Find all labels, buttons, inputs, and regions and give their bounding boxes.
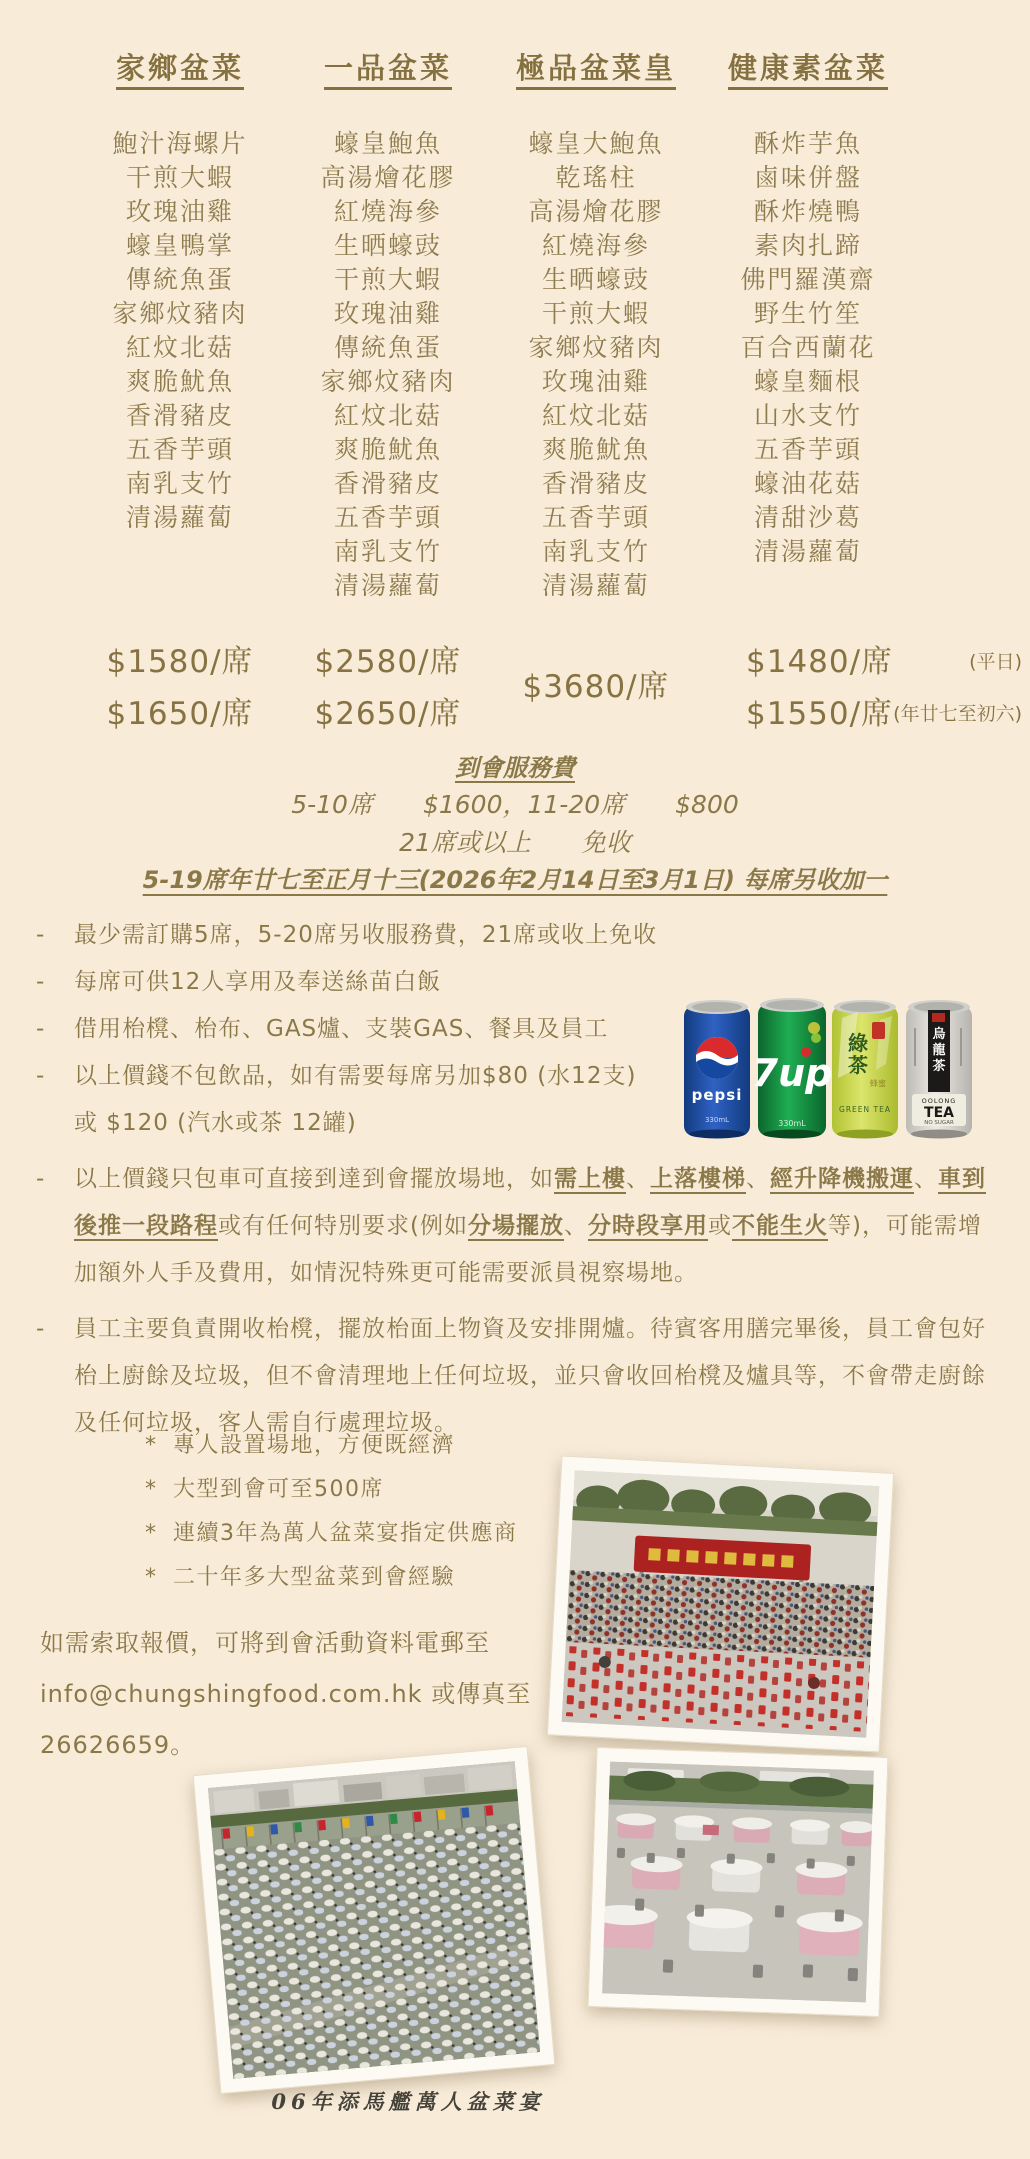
price-amount: $1550/席 [746, 696, 894, 732]
dish-item: 蠔皇麵根 [753, 367, 862, 396]
7up-label: 7up [751, 1051, 833, 1095]
dish-item: 高湯燴花膠 [320, 163, 456, 192]
note-text: 以上價錢不包飲品，如有需要每席另加$80 (水12支) [74, 1063, 637, 1089]
dish-item: 紅炆北菇 [125, 333, 234, 362]
drink-cans-graphic [682, 994, 978, 1146]
dish-item: 鮑汁海螺片 [112, 129, 248, 158]
highlights-section [145, 1424, 518, 1600]
price-amount: $3680/席 [522, 669, 670, 705]
dish-item: 清湯蘿蔔 [125, 503, 234, 532]
price-line [476, 661, 716, 713]
dish-item: 香滑豬皮 [333, 469, 442, 498]
note-text: 或 [707, 1213, 732, 1239]
dish-item: 香滑豬皮 [125, 401, 234, 430]
note-text: 分場擺放 [467, 1213, 564, 1239]
7up-volume: 330mL [778, 1119, 806, 1128]
dish-item: 香滑豬皮 [541, 469, 650, 498]
dish-item: 蠔皇大鮑魚 [528, 129, 664, 158]
menu-column [60, 46, 300, 535]
notes-section [36, 912, 994, 1447]
dish-item: 干煎大蝦 [333, 265, 442, 294]
event-photo-1 [547, 1455, 894, 1752]
note-item [36, 1156, 994, 1297]
menu-column-title: 健康素盆菜 [727, 51, 888, 85]
note-text: 需上樓 [554, 1166, 626, 1192]
event-photo-2 [193, 1746, 556, 2094]
price-amount: $1650/席 [106, 696, 254, 732]
note-text: 或有任何特別要求(例如 [218, 1213, 468, 1239]
dish-item: 酥炸燒鴨 [753, 197, 862, 226]
note-item [36, 912, 994, 959]
dish-item: 干煎大蝦 [125, 163, 234, 192]
note-text: 或 $120 (汽水或茶 12罐) [74, 1110, 357, 1136]
dish-item: 紅炆北菇 [333, 401, 442, 430]
price-column [476, 661, 716, 713]
note-text: 車到後推一段路程 [74, 1166, 986, 1239]
service-fee-line-2: 21席或以上 免收 [399, 828, 631, 857]
dish-item: 乾瑤柱 [555, 163, 637, 192]
note-body [74, 912, 994, 959]
dish-item: 蠔皇鴨掌 [125, 231, 234, 260]
note-text: 以上價錢只包車可直接到達到會擺放場地，如 [74, 1166, 554, 1192]
dish-item: 爽脆魷魚 [125, 367, 234, 396]
menu-column-title: 極品盆菜皇 [515, 51, 676, 85]
service-fee-line-1: 5-10席 $1600，11-20席 $800 [291, 790, 739, 819]
contact-email-line: info@chungshingfood.com.hk 或傳真至 [40, 1680, 532, 1708]
dish-item: 紅燒海參 [541, 231, 650, 260]
7up-can [752, 998, 833, 1139]
green-tea-honey-label: 蜂蜜 [870, 1079, 886, 1088]
dish-item: 傳統魚蛋 [125, 265, 234, 294]
dish-item: 蠔油花菇 [753, 469, 862, 498]
note-line [74, 912, 994, 959]
note-text: 每席可供12人享用及奉送絲苗白飯 [74, 969, 442, 995]
green-tea-can [832, 1000, 898, 1139]
dish-item: 清湯蘿蔔 [333, 571, 442, 600]
oolong-sub-label: OOLONG [921, 1097, 957, 1105]
menu-column [688, 46, 928, 569]
note-text: 不能生火 [731, 1213, 828, 1239]
pepsi-volume: 330mL [704, 1116, 730, 1124]
price-amount: $1480/席 [746, 644, 894, 680]
note-text: 借用枱櫈、枱布、GAS爐、支裝GAS、餐具及員工 [74, 1016, 609, 1042]
dish-item: 爽脆魷魚 [541, 435, 650, 464]
dish-item: 清湯蘿蔔 [753, 537, 862, 566]
price-amount: $2580/席 [314, 644, 462, 680]
drinks-image [682, 994, 978, 1146]
contact-fax-number: 26626659。 [40, 1731, 196, 1759]
price-note: (平日) [969, 651, 1022, 673]
dish-item: 清甜沙葛 [753, 503, 862, 532]
oolong-tea-big-label: TEA [924, 1105, 954, 1121]
note-text: 、 [563, 1213, 588, 1239]
dish-item: 生晒蠔豉 [541, 265, 650, 294]
highlight-item [145, 1512, 518, 1556]
note-text: 員工主要負責開收枱櫈，擺放枱面上物資及安排開爐。待賓客用膳完畢後，員工會包好枱上廚餘及垃圾，但不會清理地上任何垃圾，並只會收回枱櫈及爐具等，不會帶走廚餘及任何垃圾，客人需自行處理垃圾。 [74, 1316, 986, 1436]
dish-item: 素肉扎蹄 [753, 231, 862, 260]
note-text: 、 [914, 1166, 938, 1192]
dash-bullet: - [36, 1316, 45, 1342]
contact-section [40, 1618, 531, 1771]
dish-item: 高湯燴花膠 [528, 197, 664, 226]
dish-list [688, 127, 928, 569]
dish-item: 酥炸芋魚 [753, 129, 862, 158]
dish-item: 五香芋頭 [333, 503, 442, 532]
highlight-text: 專人設置場地，方便既經濟 [173, 1433, 456, 1458]
note-text: 、 [626, 1166, 650, 1192]
note-text: 上落樓梯 [650, 1166, 746, 1192]
dish-item: 生晒蠔豉 [333, 231, 442, 260]
price-amount: $1580/席 [106, 644, 254, 680]
dish-item: 干煎大蝦 [541, 299, 650, 328]
dish-list [60, 127, 300, 535]
asterisk-marker: * [145, 1521, 158, 1546]
dish-item: 佛門羅漢齋 [740, 265, 876, 294]
price-line [60, 688, 300, 740]
pepsi-label: pepsi [691, 1086, 743, 1104]
price-line [268, 688, 508, 740]
event-photo-1-image [562, 1470, 880, 1738]
price-column [268, 636, 508, 740]
dish-item: 玫瑰油雞 [125, 197, 234, 226]
menu-column-title: 家鄉盆菜 [115, 51, 244, 85]
dash-bullet: - [36, 1063, 45, 1089]
asterisk-marker: * [145, 1433, 158, 1458]
dish-item: 南乳支竹 [125, 469, 234, 498]
oolong-no-sugar-label: NO SUGAR [924, 1120, 954, 1126]
note-text: 分時段享用 [587, 1213, 708, 1239]
dish-item: 南乳支竹 [541, 537, 650, 566]
price-line [268, 636, 508, 688]
oolong-tea-can [906, 1000, 972, 1139]
note-text: 等)，可能需增加額外人手及費用，如情況特殊更可能需要派員視察場地。 [74, 1213, 982, 1286]
dish-item: 玫瑰油雞 [541, 367, 650, 396]
dish-item: 玫瑰油雞 [333, 299, 442, 328]
highlight-item [145, 1468, 518, 1512]
pepsi-can [684, 1000, 750, 1139]
dish-item: 紅炆北菇 [541, 401, 650, 430]
note-text: 、 [746, 1166, 770, 1192]
highlight-text: 大型到會可至500席 [173, 1477, 384, 1502]
dish-item: 野生竹笙 [753, 299, 862, 328]
dish-item: 傳統魚蛋 [333, 333, 442, 362]
oolong-tea-label: 烏龍茶 [932, 1027, 946, 1074]
dish-item: 爽脆魷魚 [333, 435, 442, 464]
dish-item: 鹵味併盤 [753, 163, 862, 192]
dish-list [476, 127, 716, 603]
note-body [74, 1156, 994, 1297]
price-note: (年廿七至初六) [893, 703, 1022, 725]
price-column [700, 636, 1022, 740]
note-text: 最少需訂購5席，5-20席另收服務費，21席或收上免收 [74, 922, 658, 948]
dish-item: 清湯蘿蔔 [541, 571, 650, 600]
cny-surcharge-note: 5-19席年廿七至正月十三(2026年2月14日至3月1日) 每席另收加一 [142, 866, 888, 894]
dish-item: 南乳支竹 [333, 537, 442, 566]
dash-bullet: - [36, 969, 45, 995]
dish-item: 紅燒海參 [333, 197, 442, 226]
asterisk-marker: * [145, 1477, 158, 1502]
dish-item: 五香芋頭 [753, 435, 862, 464]
green-tea-sub-label: GREEN TEA [839, 1105, 891, 1114]
highlight-item [145, 1424, 518, 1468]
dash-bullet: - [36, 1016, 45, 1042]
dish-item: 百合西蘭花 [740, 333, 876, 362]
service-fee-section [0, 750, 1030, 862]
dish-item: 蠔皇鮑魚 [333, 129, 442, 158]
contact-line-1: 如需索取報價，可將到會活動資料電郵至 [40, 1629, 490, 1657]
price-column [60, 636, 300, 740]
dish-item: 五香芋頭 [541, 503, 650, 532]
price-amount: $2650/席 [314, 696, 462, 732]
menu-column [476, 46, 716, 603]
menu-column [268, 46, 508, 603]
note-text: 經升降機搬運 [770, 1166, 914, 1192]
highlight-text: 連續3年為萬人盆菜宴指定供應商 [173, 1521, 518, 1546]
highlight-item [145, 1556, 518, 1600]
menu-column-title: 一品盆菜 [323, 51, 452, 85]
dish-list [268, 127, 508, 603]
dish-item: 家鄉炆豬肉 [528, 333, 664, 362]
dish-item: 五香芋頭 [125, 435, 234, 464]
dish-item: 家鄉炆豬肉 [112, 299, 248, 328]
price-line [60, 636, 300, 688]
event-photo-3 [588, 1747, 889, 2017]
price-line [700, 688, 1022, 740]
event-photo-2-image [208, 1761, 540, 2079]
asterisk-marker: * [145, 1565, 158, 1590]
dish-item: 家鄉炆豬肉 [320, 367, 456, 396]
event-photo-3-image [602, 1761, 874, 2002]
green-tea-label: 綠茶 [848, 1031, 868, 1077]
dash-bullet: - [36, 922, 45, 948]
price-line [700, 636, 1022, 688]
highlight-text: 二十年多大型盆菜到會經驗 [173, 1565, 456, 1590]
photo-caption: 06年添馬艦萬人盆菜宴 [271, 2089, 545, 2114]
dish-item: 山水支竹 [753, 401, 862, 430]
note-line [74, 1156, 994, 1297]
service-fee-title: 到會服務費 [455, 754, 575, 782]
dash-bullet: - [36, 1166, 45, 1192]
